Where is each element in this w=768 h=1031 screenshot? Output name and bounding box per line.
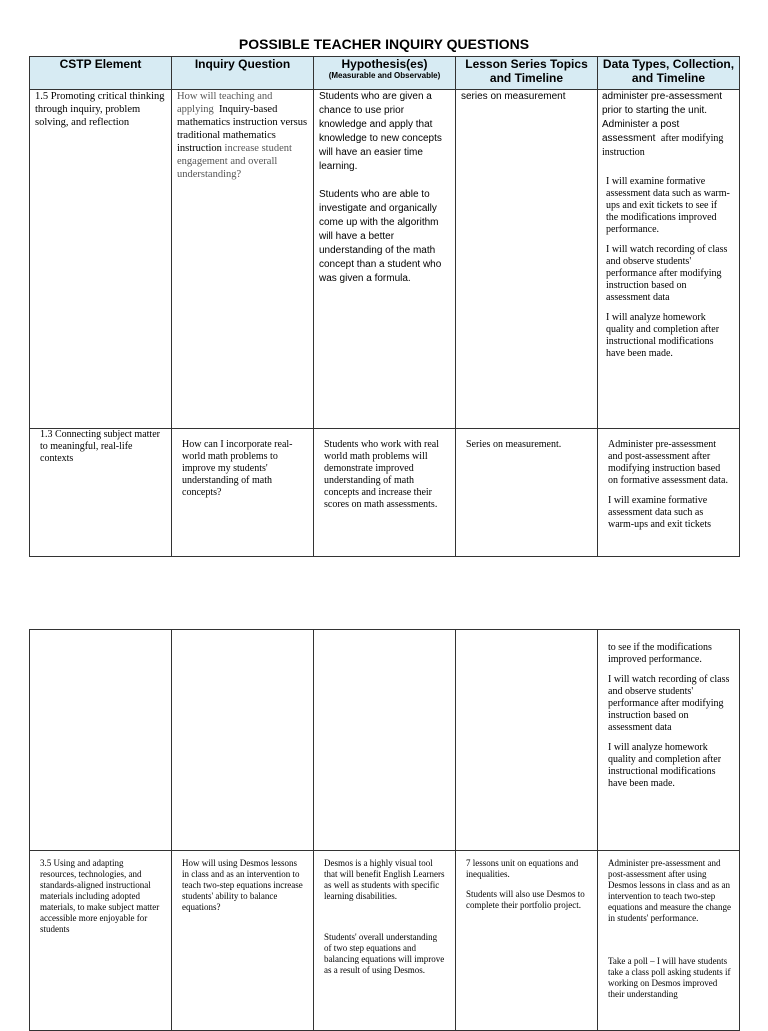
row4-data-2: Take a poll – I will have students take a class poll asking students if working on Desmos improved their understanding — [608, 956, 731, 999]
header-data-types: Data Types, Collection, and Timeline — [598, 57, 740, 90]
row2-cstp-cell — [30, 429, 172, 557]
row1-data-3: I will watch recording of class and observe students' performance after modifying instruction based on assessment data — [606, 244, 728, 303]
row3-lesson-cell — [456, 630, 598, 851]
row1-question-b: Inquiry-based mathematics instruction versus traditional mathematics instruction — [177, 104, 308, 154]
row1-question-cell — [172, 90, 314, 429]
row4-hypothesis-2: Students' overall understanding of two step equations and balancing equations will improve as a result of using Desmos. — [324, 932, 445, 975]
row3-data-cell — [598, 630, 740, 851]
row4-lesson-1: 7 lessons unit on equations and inequalities. — [466, 858, 579, 879]
row1-lesson: series on measurement — [461, 91, 566, 102]
row2-data-1: Administer pre-assessment and post-assessment after modifying instruction based on formative assessment data. — [608, 439, 728, 486]
row4-question: How will using Desmos lessons in class and as an intervention to teach two-step equations increase students' ability to balance equations? — [182, 858, 303, 912]
row2-lesson: Series on measurement. — [466, 439, 562, 450]
header-hypothesis-label: Hypothesis(es) — [341, 57, 428, 71]
header-lesson-series: Lesson Series Topics and Timeline — [456, 57, 598, 90]
row4-hypothesis-1: Desmos is a highly visual tool that will benefit English Learners as well as students with specific learning disabilities. — [324, 858, 445, 901]
row2-data-cell — [598, 429, 740, 557]
row1-data-1: administer pre-assessment prior to starting the unit. Administer a post assessment — [602, 91, 723, 144]
table-row — [30, 429, 740, 557]
row1-hypothesis-2: Students who are able to investigate and organically come up with the algorithm will have a better understanding of the math concept than a student who was given a formula. — [319, 189, 442, 284]
row3-hypothesis-cell — [314, 630, 456, 851]
row2-data-2: I will examine formative assessment data such as warm-ups and exit tickets — [608, 495, 712, 530]
row3-data-1: to see if the modifications improved performance. — [608, 642, 712, 665]
row4-lesson-2: Students will also use Desmos to complete their portfolio project. — [466, 889, 585, 910]
row1-hypothesis-1: Students who are given a chance to use prior knowledge and apply that knowledge to new concepts will have an easier time learning. — [319, 91, 442, 172]
row1-hypothesis-cell — [314, 90, 456, 429]
row4-cstp-cell — [30, 851, 172, 1031]
row1-data-2: I will examine formative assessment data such as warm-ups and exit tickets to see if the modifications improved performance. — [606, 176, 730, 235]
row1-data-cell — [598, 90, 740, 429]
row1-lesson-cell — [456, 90, 598, 429]
row1-question — [177, 90, 308, 181]
inquiry-table-bottom — [29, 629, 740, 1031]
row2-cstp: 1.3 Connecting subject matter to meaningful, real-life contexts — [40, 429, 160, 464]
row2-question: How can I incorporate real-world math problems to improve my students' understanding of math concepts? — [182, 439, 293, 498]
row1-cstp-cell — [30, 90, 172, 429]
row1-question-c: increase student engagement and overall understanding? — [177, 143, 292, 180]
row4-question-cell — [172, 851, 314, 1031]
row4-data-1: Administer pre-assessment and post-assessment after using Desmos lessons in class and as an intervention to teach two-step equations and measure the change in students' performance. — [608, 858, 731, 923]
row3-data-3: I will analyze homework quality and completion after instructional modifications have been made. — [608, 742, 722, 789]
row1-cstp: 1.5 Promoting critical thinking through inquiry, problem solving, and reflection — [35, 91, 165, 128]
header-hypothesis-sub: (Measurable and Observable) — [328, 71, 441, 80]
table-row — [30, 851, 740, 1031]
row2-hypothesis: Students who work with real world math problems will demonstrate improved understanding of math concepts and increase their scores on math assessments. — [324, 439, 439, 510]
table-row — [30, 90, 740, 429]
header-cstp: CSTP Element — [30, 57, 172, 90]
header-hypothesis — [314, 57, 456, 90]
row2-hypothesis-cell — [314, 429, 456, 557]
table-row — [30, 630, 740, 851]
row2-lesson-cell — [456, 429, 598, 557]
row4-lesson-cell — [456, 851, 598, 1031]
row4-data-cell — [598, 851, 740, 1031]
row3-data-2: I will watch recording of class and observe students' performance after modifying instruction based on assessment data — [608, 674, 730, 733]
row3-question-cell — [172, 630, 314, 851]
row2-question-cell — [172, 429, 314, 557]
row3-cstp-cell — [30, 630, 172, 851]
row4-cstp: 3.5 Using and adapting resources, technologies, and standards-aligned instructional materials including adopted materials, to make subject matter accessible more enjoyable for students — [40, 858, 160, 934]
row1-question-a: How will teaching and applying — [177, 91, 273, 115]
row1-data-4: I will analyze homework quality and completion after instructional modifications have been made. — [606, 312, 720, 359]
row4-hypothesis-cell — [314, 851, 456, 1031]
header-inquiry-question: Inquiry Question — [172, 57, 314, 90]
page-title: POSSIBLE TEACHER INQUIRY QUESTIONS — [238, 36, 530, 52]
row1-data-1b: after modifying instruction — [602, 133, 724, 158]
inquiry-table-top — [29, 56, 740, 557]
